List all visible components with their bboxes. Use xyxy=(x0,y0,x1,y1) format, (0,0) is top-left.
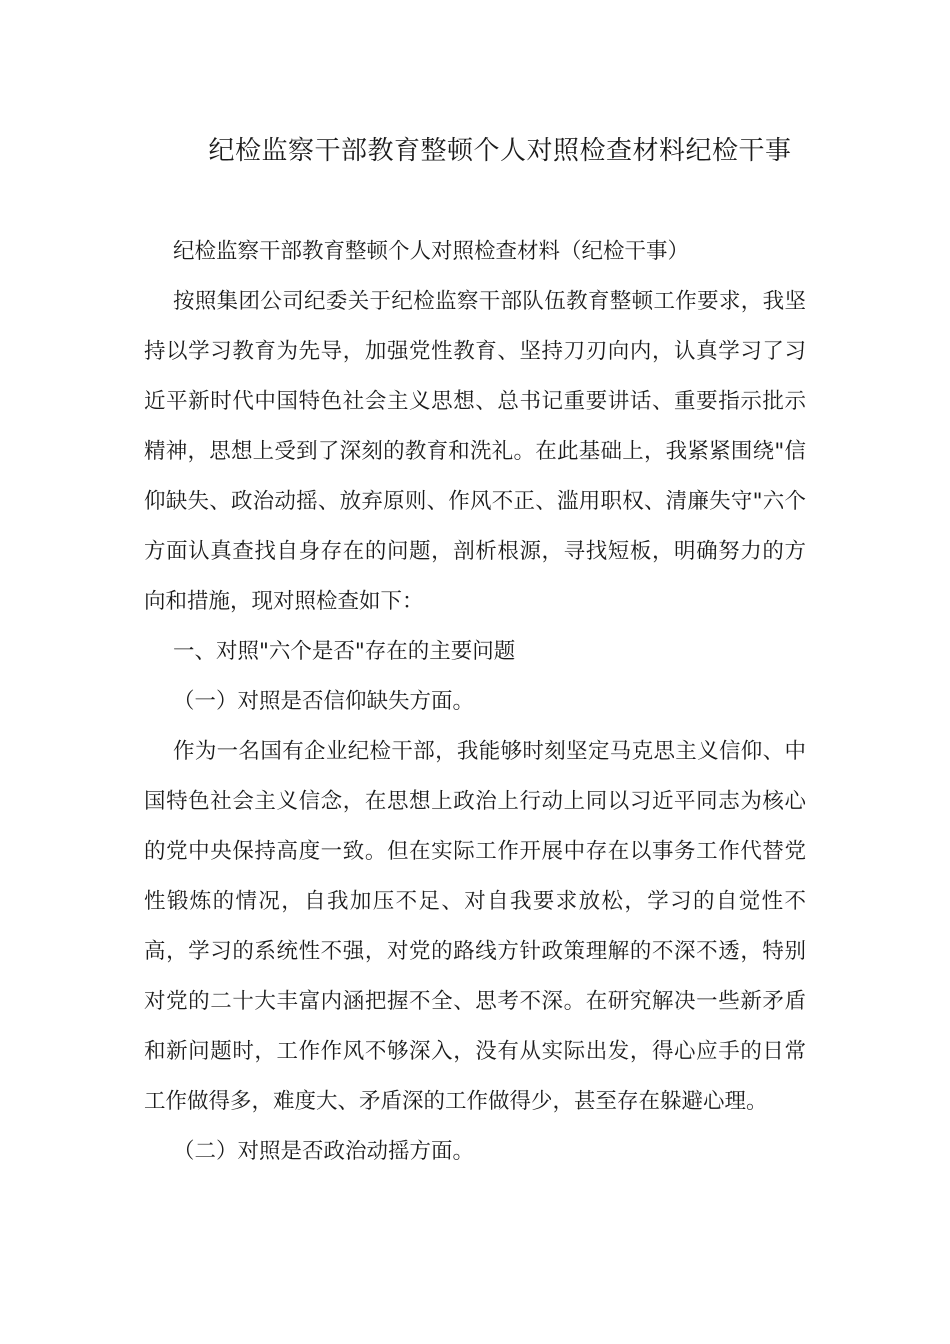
paragraph-subtitle: 纪检监察干部教育整顿个人对照检查材料（纪检干事） xyxy=(173,239,690,264)
subsection-heading-1: （一）对照是否信仰缺失方面。 xyxy=(173,689,475,714)
paragraph-faith: 作为一名国有企业纪检干部，我能够时刻坚定马克思主义信仰、中国特色社会主义信念，在思想上政治上行动上同以习近平同志为核心的党中央保持高度一致。但在实际工作开展中存在以事务工作代替党性锻炼的情况，自我加压不足、对自我要求放松，学习的自觉性不高，学习的系统性不强，对党的路线方针政策理解的不深不透，特别对党的二十大丰富内涵把握不全、思考不深。在研究解决一些新矛盾和新问题时，工作作风不够深入，没有从实际出发，得心应手的日常工作做得多，难度大、矛盾深的工作做得少，甚至存在躲避心理。 xyxy=(144,739,806,1114)
subsection-heading-2: （二）对照是否政治动摇方面。 xyxy=(173,1139,475,1164)
section-heading-1: 一、对照"六个是否"存在的主要问题 xyxy=(173,639,516,664)
document-title: 纪检监察干部教育整顿个人对照检查材料纪检干事 xyxy=(208,136,792,166)
document-body xyxy=(144,227,806,1177)
paragraph-intro: 按照集团公司纪委关于纪检监察干部队伍教育整顿工作要求，我坚持以学习教育为先导，加强党性教育、坚持刀刃向内，认真学习了习近平新时代中国特色社会主义思想、总书记重要讲话、重要指示批示精神，思想上受到了深刻的教育和洗礼。在此基础上，我紧紧围绕"信仰缺失、政治动摇、放弃原则、作风不正、滥用职权、清廉失守"六个方面认真查找自身存在的问题，剖析根源，寻找短板，明确努力的方向和措施，现对照检查如下： xyxy=(144,289,806,614)
